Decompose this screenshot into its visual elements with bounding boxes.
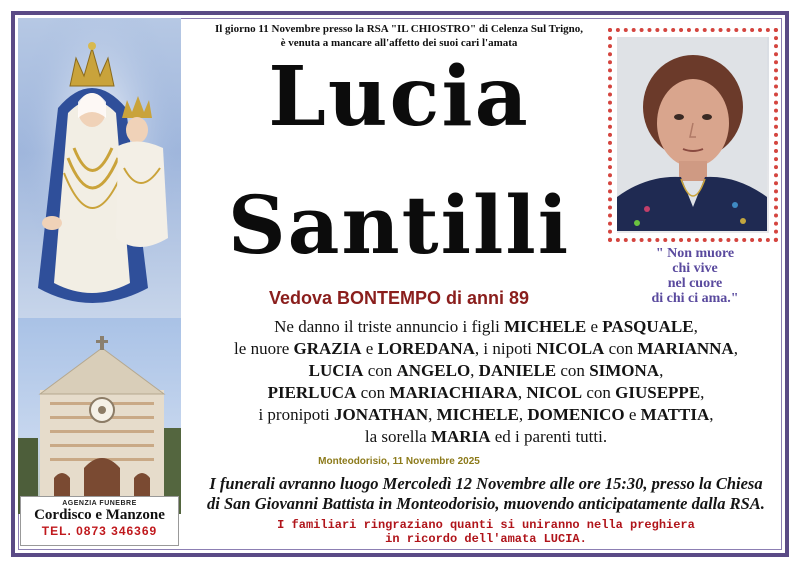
text: e [361, 339, 378, 358]
name: MICHELE [436, 405, 519, 424]
intro-line-1: Il giorno 11 Novembre presso la RSA "IL CHIOSTRO" di Celenza Sul Trigno, [214, 23, 584, 35]
text: i pronipoti [258, 405, 334, 424]
name: GRAZIA [293, 339, 362, 358]
text: e [624, 405, 641, 424]
name: DOMENICO [527, 405, 625, 424]
announcement-line-5 [184, 404, 788, 426]
announcement-line-2 [184, 338, 788, 360]
text: le nuore [234, 339, 294, 358]
name: DANIELE [478, 361, 557, 380]
name: JONATHAN [334, 405, 429, 424]
text: , [517, 383, 527, 402]
name: ANGELO [396, 361, 471, 380]
name: NICOLA [536, 339, 605, 358]
madonna-illustration [18, 18, 181, 318]
text: ed i parenti tutti. [490, 427, 608, 446]
agency-phone: TEL. 0873 346369 [41, 524, 158, 538]
name: MICHELE [504, 317, 587, 336]
thanks-line-1: I familiari ringraziano quanti si uniranno nella preghiera [277, 518, 695, 532]
text: e [586, 317, 603, 336]
announcement-line-4 [184, 382, 788, 404]
name: GIUSEPPE [615, 383, 701, 402]
text: con [604, 339, 638, 358]
text: , [428, 405, 437, 424]
text: con [582, 383, 616, 402]
text: , i nipoti [474, 339, 537, 358]
madonna-image [18, 18, 181, 318]
portrait-frame [608, 28, 778, 242]
funeral-agency-box [20, 496, 179, 546]
name: MATTIA [640, 405, 710, 424]
text: , [700, 383, 705, 402]
place-and-date: Monteodorisio, 11 Novembre 2025 [318, 456, 480, 467]
church-image [18, 318, 181, 514]
funeral-details [184, 474, 788, 514]
name: LUCIA [308, 361, 364, 380]
deceased-first-name: Lucia [268, 49, 530, 145]
text: , [693, 317, 698, 336]
church-illustration [18, 318, 181, 514]
text: , [518, 405, 528, 424]
text: con [356, 383, 390, 402]
text: la sorella [364, 427, 431, 446]
intro-line-2: è venuta a mancare all'affetto dei suoi cari l'amata [280, 37, 518, 49]
funeral-line-1: I funerali avranno luogo Mercoledì 12 Novembre alle ore 15:30, presso la Chiesa [209, 474, 763, 493]
agency-name: Cordisco e Manzone [34, 507, 165, 523]
family-announcement [184, 316, 788, 448]
announcement-line-1 [184, 316, 788, 338]
name: LOREDANA [377, 339, 475, 358]
quote-line-3: nel cuore [667, 276, 723, 291]
name: NICOL [526, 383, 583, 402]
agency-label: AGENZIA FUNEBRE [62, 500, 137, 507]
text: , [709, 405, 714, 424]
intro-text [188, 22, 610, 50]
name: MARIACHIARA [389, 383, 518, 402]
memorial-quote [610, 246, 780, 306]
quote-line-2: chi vive [672, 261, 718, 276]
portrait-illustration [617, 37, 767, 231]
funeral-line-2: di San Giovanni Battista in Monteodorisio, muovendo anticipatamente dalla RSA. [207, 494, 765, 513]
deceased-subtitle: Vedova BONTEMPO di anni 89 [268, 288, 530, 308]
text: , [659, 361, 664, 380]
announcement-line-6 [184, 426, 788, 448]
text: Ne danno il triste annuncio i figli [274, 317, 505, 336]
announcement-line-3 [184, 360, 788, 382]
portrait-photo [617, 37, 769, 233]
name: PIERLUCA [267, 383, 357, 402]
text: con [363, 361, 397, 380]
text: , [733, 339, 738, 358]
quote-line-4: di chi ci ama." [651, 291, 739, 306]
thanks-line-2: in ricordo dell'amata LUCIA. [385, 532, 587, 546]
text: , [470, 361, 479, 380]
name: MARIANNA [637, 339, 734, 358]
name: SIMONA [589, 361, 660, 380]
name: MARIA [430, 427, 491, 446]
family-thanks [184, 518, 788, 546]
text: con [556, 361, 590, 380]
deceased-last-name: Santilli [227, 178, 571, 272]
left-column [18, 18, 181, 548]
name: PASQUALE [602, 317, 694, 336]
quote-line-1: " Non muore [655, 246, 735, 261]
